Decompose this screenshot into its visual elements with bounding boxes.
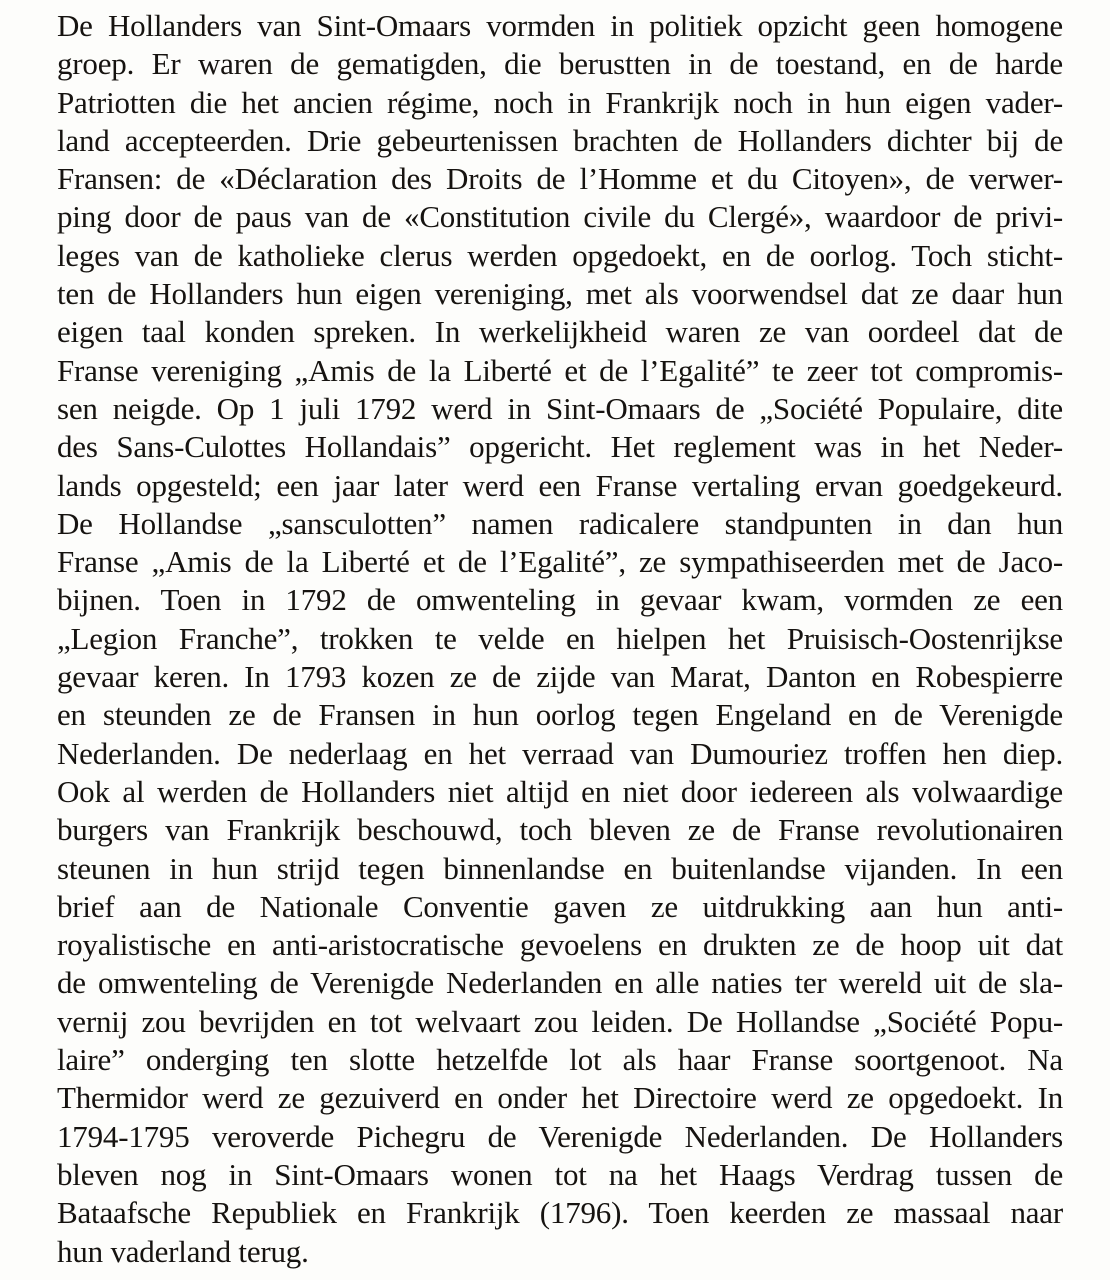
text-line: burgers van Frankrijk beschouwd, toch bleven ze de Franse revolutionairen xyxy=(57,812,1063,848)
text-line: Franse „Amis de la Liberté et de l’Egalité”, ze sympathiseerden met de Jaco- xyxy=(57,544,1063,580)
text-line: gevaar keren. In 1793 kozen ze de zijde van Marat, Danton en Robespierre xyxy=(57,659,1063,695)
text-line: Franse vereniging „Amis de la Liberté et de l’Egalité” te zeer tot compromis- xyxy=(57,352,1063,388)
text-line: land accepteerden. Drie gebeurtenissen brachten de Hollanders dichter bij de xyxy=(57,122,1063,158)
text-line: „Legion Franche”, trokken te velde en hielpen het Pruisisch-Oostenrijkse xyxy=(57,620,1063,656)
text-line: brief aan de Nationale Conventie gaven ze uitdrukking aan hun anti- xyxy=(57,888,1063,924)
text-line: leges van de katholieke clerus werden opgedoekt, en de oorlog. Toch sticht- xyxy=(57,237,1063,273)
text-line: Thermidor werd ze gezuiverd en onder het Directoire werd ze opgedoekt. In xyxy=(57,1080,1063,1116)
text-line: De Hollanders van Sint-Omaars vormden in politiek opzicht geen homogene xyxy=(57,8,1063,43)
text-line: Patriotten die het ancien régime, noch in Frankrijk noch in hun eigen vader- xyxy=(57,84,1063,120)
body-text-paragraph xyxy=(57,7,1063,1271)
text-line: ten de Hollanders hun eigen vereniging, met als voorwendsel dat ze daar hun xyxy=(57,276,1063,312)
text-line: Bataafsche Republiek en Frankrijk (1796). Toen keerden ze massaal naar xyxy=(57,1195,1063,1231)
text-line: groep. Er waren de gematigden, die berustten in de toestand, en de harde xyxy=(57,46,1063,82)
text-line: eigen taal konden spreken. In werkelijkheid waren ze van oordeel dat de xyxy=(57,314,1063,350)
text-line: ping door de paus van de «Constitution civile du Clergé», waardoor de privi- xyxy=(57,199,1063,235)
text-line: hun vaderland terug. xyxy=(57,1233,309,1269)
text-line: Ook al werden de Hollanders niet altijd en niet door iedereen als volwaardige xyxy=(57,773,1063,809)
text-line: des Sans-Culottes Hollandais” opgericht. Het reglement was in het Neder- xyxy=(57,429,1063,465)
text-line: bleven nog in Sint-Omaars wonen tot na het Haags Verdrag tussen de xyxy=(57,1156,1063,1192)
text-line: vernij zou bevrijden en tot welvaart zou leiden. De Hollandse „Société Popu- xyxy=(57,1003,1063,1039)
text-line: Fransen: de «Déclaration des Droits de l’Homme et du Citoyen», de verwer- xyxy=(57,161,1063,197)
text-line: 1794-1795 veroverde Pichegru de Verenigde Nederlanden. De Hollanders xyxy=(57,1118,1063,1154)
text-line: steunen in hun strijd tegen binnenlandse en buitenlandse vijanden. In een xyxy=(57,850,1063,886)
text-line: sen neigde. Op 1 juli 1792 werd in Sint-Omaars de „Société Populaire, dite xyxy=(57,390,1063,426)
text-line: en steunden ze de Fransen in hun oorlog tegen Engeland en de Verenigde xyxy=(57,697,1063,733)
text-line: bijnen. Toen in 1792 de omwenteling in gevaar kwam, vormden ze een xyxy=(57,582,1063,618)
text-line: royalistische en anti-aristocratische gevoelens en drukten ze de hoop uit dat xyxy=(57,927,1063,963)
text-line: Nederlanden. De nederlaag en het verraad van Dumouriez troffen hen diep. xyxy=(57,735,1063,771)
text-line: lands opgesteld; een jaar later werd een Franse vertaling ervan goedgekeurd. xyxy=(57,467,1063,503)
text-line: laire” onderging ten slotte hetzelfde lot als haar Franse soortgenoot. Na xyxy=(57,1042,1063,1078)
text-line: de omwenteling de Verenigde Nederlanden en alle naties ter wereld uit de sla- xyxy=(57,965,1063,1001)
text-line: De Hollandse „sansculotten” namen radicalere standpunten in dan hun xyxy=(57,505,1063,541)
